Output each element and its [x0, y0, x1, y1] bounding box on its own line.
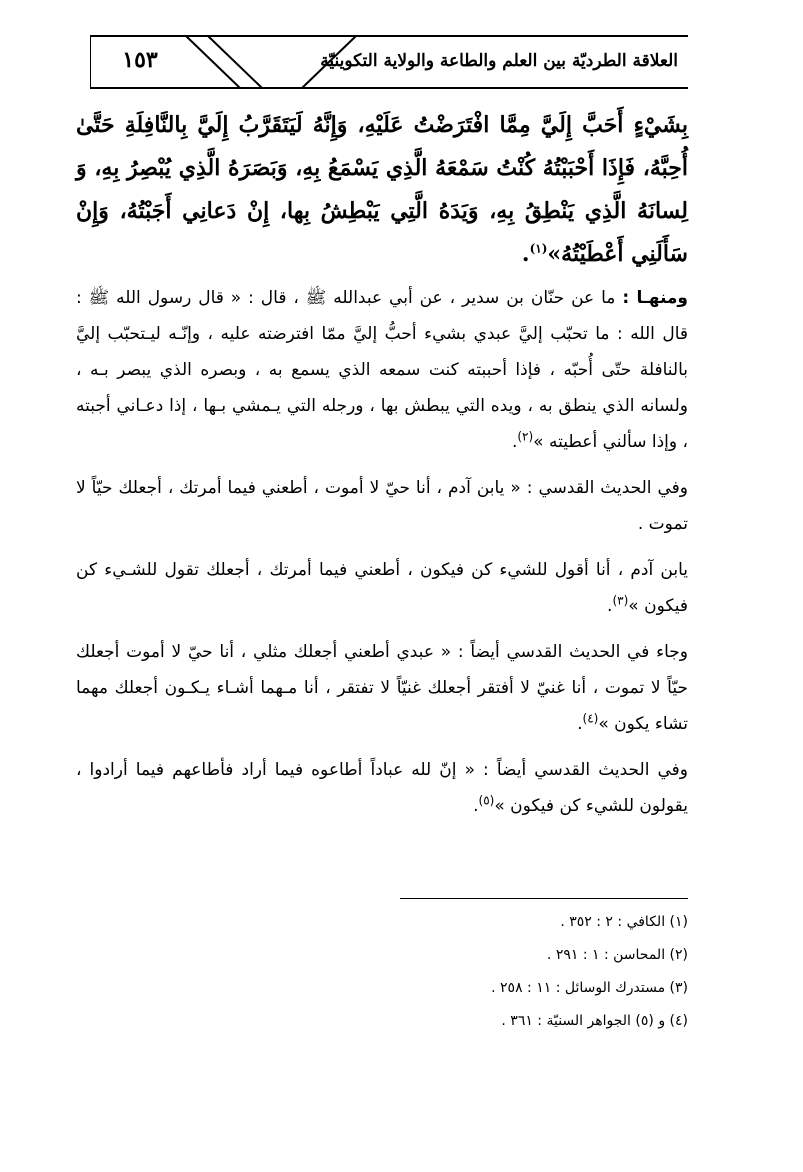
footnote-ref: (٤) [582, 711, 599, 726]
footnote-1: (١) الكافي : ٢ : ٣٥٢ . [560, 914, 688, 930]
paragraph-1 [76, 280, 688, 460]
paragraph-tail: . [577, 714, 583, 734]
footnote-4: (٤) و (٥) الجواهر السنيّة : ٣٦١ . [501, 1013, 688, 1029]
main-text [76, 104, 688, 834]
paragraph-4 [76, 634, 688, 742]
footnote-2: (٢) المحاسن : ١ : ٢٩١ . [546, 947, 688, 963]
paragraph-tail: . [511, 432, 518, 452]
paragraph-tail: . [607, 596, 613, 616]
footnote-ref: (٥) [478, 793, 495, 808]
footnote-ref: (٣) [612, 593, 629, 608]
paragraph-5 [76, 752, 688, 824]
footnotes [400, 910, 688, 1042]
hadith-quote: بِشَيْءٍ أَحَبَّ إِلَيَّ مِمَّا افْتَرَضْتُ عَلَيْهِ، وَإِنَّهُ لَيَتَقَرَّبُ إِلَيَّ بِالنَّافِلَةِ حَتَّىٰ أُحِبَّهُ، فَإِذَا أَحْبَبْتُهُ كُنْتُ سَمْعَهُ الَّذِي يَسْمَعُ بِهِ، وَبَصَرَهُ الَّذِي يُبْصِرُ بِهِ، وَ لِسانَهُ الَّذِي يَنْطِقُ بِهِ، وَيَدَهُ الَّتِي يَبْطِشُ بِها، إِنْ دَعانِي أَجَبْتُهُ، وَإِنْ سَأَلَنِي أَعْطَيْتُهُ»$^{(١)}$. [76, 112, 688, 267]
footnote-ref: (١) [529, 241, 548, 256]
paragraph-text: وفي الحديث القدسي أيضاً : « إنّ لله عباداً أطاعوه فيما أراد فأطاعهم فيما أرادوا ، يقولون للشيء كن فيكون » [76, 760, 688, 816]
page-number: ١٥٣ [122, 47, 158, 73]
paragraph-2 [76, 470, 688, 542]
page-header [90, 34, 688, 90]
footnote-ref: (٢) [517, 429, 534, 444]
paragraph-text: وفي الحديث القدسي : « يابن آدم ، أنا حيّ لا أموت ، أطعني فيما أمرتك ، أجعلك حيّاً لا تموت . [76, 478, 688, 534]
paragraph-tail: . [473, 796, 479, 816]
hadith-quote-text: بِشَيْءٍ أَحَبَّ إِلَيَّ مِمَّا افْتَرَضْتُ عَلَيْهِ، وَإِنَّهُ لَيَتَقَرَّبُ إِلَيَّ بِالنَّافِلَةِ حَتَّىٰ أُحِبَّهُ، فَإِذَا أَحْبَبْتُهُ كُنْتُ سَمْعَهُ الَّذِي يَسْمَعُ بِهِ، وَبَصَرَهُ الَّذِي يُبْصِرُ بِهِ، وَ لِسانَهُ الَّذِي يَنْطِقُ بِهِ، وَيَدَهُ الَّتِي يَبْطِشُ بِها، إِنْ دَعانِي أَجَبْتُهُ، وَإِنْ سَأَلَنِي أَعْطَيْتُهُ» [76, 112, 688, 267]
paragraph-text: وجاء في الحديث القدسي أيضاً : « عبدي أطعني أجعلك مثلي ، أنا حيّ لا أموت أجعلك حيّاً لا تموت ، أنا غنيّ لا أفتقر أجعلك غنيّاً لا تفتقر ، أنا مـهما أشـاء يـكـون أجعلك مهما تشاء يكون » [76, 642, 688, 734]
paragraph-3 [76, 552, 688, 624]
footnote-3: (٣) مستدرك الوسائل : ١١ : ٢٥٨ . [491, 980, 688, 996]
running-title: العلاقة الطرديّة بين العلم والطاعة والولاية التكوينيّة [320, 51, 678, 71]
paragraph-lead: ومنهـا : [622, 288, 689, 308]
paragraph-text: ما عن حنّان بن سدير ، عن أبي عبدالله ﷺ ، قال : « قال رسول الله ﷺ : قال الله : ما تحبّب إليَّ عبدي بشيء أحبُّ إليَّ ممّا افترضته عليه ، وإنّـه ليـتحبّب إليَّ بالنافلة حتّى أُحبّه ، فإذا أحببته كنت سمعه الذي يسمع به ، وبصره الذي يبصر بـه ، ولسانه الذي ينطق به ، ويده التي يبطش بها ، ورجله التي يـمشي بـها ، إذا دعـاني أجبته ، وإذا سألني أعطيته » [76, 288, 688, 452]
paragraph-text: يابن آدم ، أنا أقول للشيء كن فيكون ، أطعني فيما أمرتك ، أجعلك تقول للشـيء كن فيكون » [76, 560, 688, 616]
footnote-divider [400, 898, 688, 899]
